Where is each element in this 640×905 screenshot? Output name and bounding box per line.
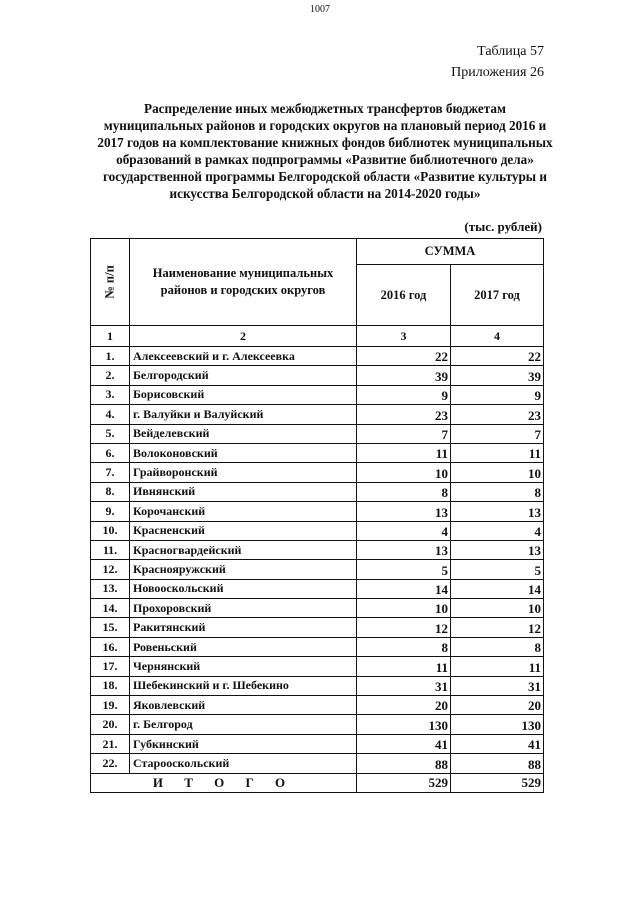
value-2016: 7 [357,424,451,443]
value-2016: 4 [357,521,451,540]
row-number: 22. [91,754,130,773]
total-label: И Т О Г О [91,773,357,792]
table-row [91,657,544,676]
unit-label: (тыс. рублей) [464,219,542,234]
title-line: муниципальных районов и городских округов на плановый период 2016 и [103,118,547,133]
row-number: 11. [91,540,130,559]
table-row [91,696,544,715]
value-2016: 10 [357,599,451,618]
municipality-name: г. Валуйки и Валуйский [130,405,357,424]
municipality-name: Ровеньский [130,637,357,656]
value-2016: 11 [357,443,451,462]
value-2016: 11 [357,657,451,676]
table-row [91,579,544,598]
value-2017: 31 [451,676,544,695]
row-number: 18. [91,676,130,695]
row-number: 6. [91,443,130,462]
row-number: 16. [91,637,130,656]
value-2017: 39 [451,366,544,385]
municipality-name: Яковлевский [130,696,357,715]
header-municipality: Наименование муниципальных районов и городских округов [130,239,357,326]
municipality-name: г. Белгород [130,715,357,734]
value-2016: 41 [357,734,451,753]
municipality-name: Губкинский [130,734,357,753]
value-2016: 8 [357,637,451,656]
total-2017: 529 [451,773,544,792]
value-2016: 130 [357,715,451,734]
municipality-name: Чернянский [130,657,357,676]
table-row [91,443,544,462]
row-number: 14. [91,599,130,618]
value-2017: 10 [451,463,544,482]
value-2016: 22 [357,347,451,366]
value-2017: 9 [451,385,544,404]
value-2017: 4 [451,521,544,540]
table-reference [451,41,544,83]
row-number: 8. [91,482,130,501]
value-2016: 5 [357,560,451,579]
title-line: государственной программы Белгородской области «Развитие культуры и [102,169,548,184]
value-2017: 41 [451,734,544,753]
row-number: 17. [91,657,130,676]
row-number: 10. [91,521,130,540]
row-number: 9. [91,502,130,521]
total-2016: 529 [357,773,451,792]
value-2016: 31 [357,676,451,695]
municipality-name: Прохоровский [130,599,357,618]
value-2017: 10 [451,599,544,618]
row-number: 7. [91,463,130,482]
value-2016: 9 [357,385,451,404]
column-index: 4 [451,326,544,347]
column-index: 2 [130,326,357,347]
municipality-name: Шебекинский и г. Шебекино [130,676,357,695]
value-2017: 22 [451,347,544,366]
row-number: 21. [91,734,130,753]
value-2016: 88 [357,754,451,773]
row-number: 4. [91,405,130,424]
value-2017: 5 [451,560,544,579]
row-number: 3. [91,385,130,404]
value-2017: 13 [451,502,544,521]
title-line: Распределение иных межбюджетных трансфертов бюджетам [144,101,506,116]
value-2016: 10 [357,463,451,482]
column-index: 3 [357,326,451,347]
value-2016: 13 [357,540,451,559]
municipality-name: Белгородский [130,366,357,385]
table-row [91,405,544,424]
value-2017: 130 [451,715,544,734]
row-number: 5. [91,424,130,443]
value-2017: 7 [451,424,544,443]
row-number: 2. [91,366,130,385]
row-number: 20. [91,715,130,734]
table-row [91,734,544,753]
municipality-name: Корочанский [130,502,357,521]
table-row [91,521,544,540]
table-row [91,637,544,656]
header-year-2017: 2017 год [451,265,544,326]
municipality-name: Грайворонский [130,463,357,482]
value-2017: 8 [451,482,544,501]
value-2017: 11 [451,443,544,462]
value-2016: 20 [357,696,451,715]
municipality-name: Красненский [130,521,357,540]
row-number: 13. [91,579,130,598]
table-row [91,347,544,366]
row-number: 12. [91,560,130,579]
appendix-label: Приложения 26 [451,65,544,80]
table-row [91,540,544,559]
column-index: 1 [91,326,130,347]
table-row [91,676,544,695]
municipality-name: Алексеевский и г. Алексеевка [130,347,357,366]
value-2016: 13 [357,502,451,521]
row-number: 1. [91,347,130,366]
value-2016: 23 [357,405,451,424]
total-row [91,773,544,792]
value-2016: 8 [357,482,451,501]
municipality-name: Вейделевский [130,424,357,443]
value-2016: 14 [357,579,451,598]
value-2017: 23 [451,405,544,424]
document-title [80,100,570,202]
title-line: образований в рамках подпрограммы «Развитие библиотечного дела» [116,152,534,167]
table-row [91,618,544,637]
table-row [91,366,544,385]
value-2017: 8 [451,637,544,656]
value-2016: 12 [357,618,451,637]
table-row [91,715,544,734]
municipality-name: Новооскольский [130,579,357,598]
title-line: искусства Белгородской области на 2014-2020 годы» [169,186,481,201]
value-2016: 39 [357,366,451,385]
table-row [91,463,544,482]
value-2017: 13 [451,540,544,559]
row-number: 19. [91,696,130,715]
value-2017: 12 [451,618,544,637]
column-index-row [91,326,544,347]
header-row-number [91,239,130,326]
row-number: 15. [91,618,130,637]
header-sum: СУММА [357,239,544,265]
municipality-name: Красногвардейский [130,540,357,559]
municipality-name: Волоконовский [130,443,357,462]
value-2017: 14 [451,579,544,598]
table-row [91,502,544,521]
table-row [91,482,544,501]
municipality-name: Краснояружский [130,560,357,579]
municipality-name: Ракитянский [130,618,357,637]
header-year-2016: 2016 год [357,265,451,326]
value-2017: 11 [451,657,544,676]
table-row [91,560,544,579]
table-row [91,599,544,618]
title-line: 2017 годов на комплектование книжных фондов библиотек муниципальных [97,135,553,150]
allocation-table [90,238,544,793]
municipality-name: Ивнянский [130,482,357,501]
value-2017: 20 [451,696,544,715]
header-row-number-label: № п/п [102,265,117,299]
table-row [91,385,544,404]
table-row [91,754,544,773]
table-label: Таблица 57 [477,44,544,59]
page-number: 1007 [310,4,330,15]
municipality-name: Борисовский [130,385,357,404]
value-2017: 88 [451,754,544,773]
table-row [91,424,544,443]
municipality-name: Старооскольский [130,754,357,773]
